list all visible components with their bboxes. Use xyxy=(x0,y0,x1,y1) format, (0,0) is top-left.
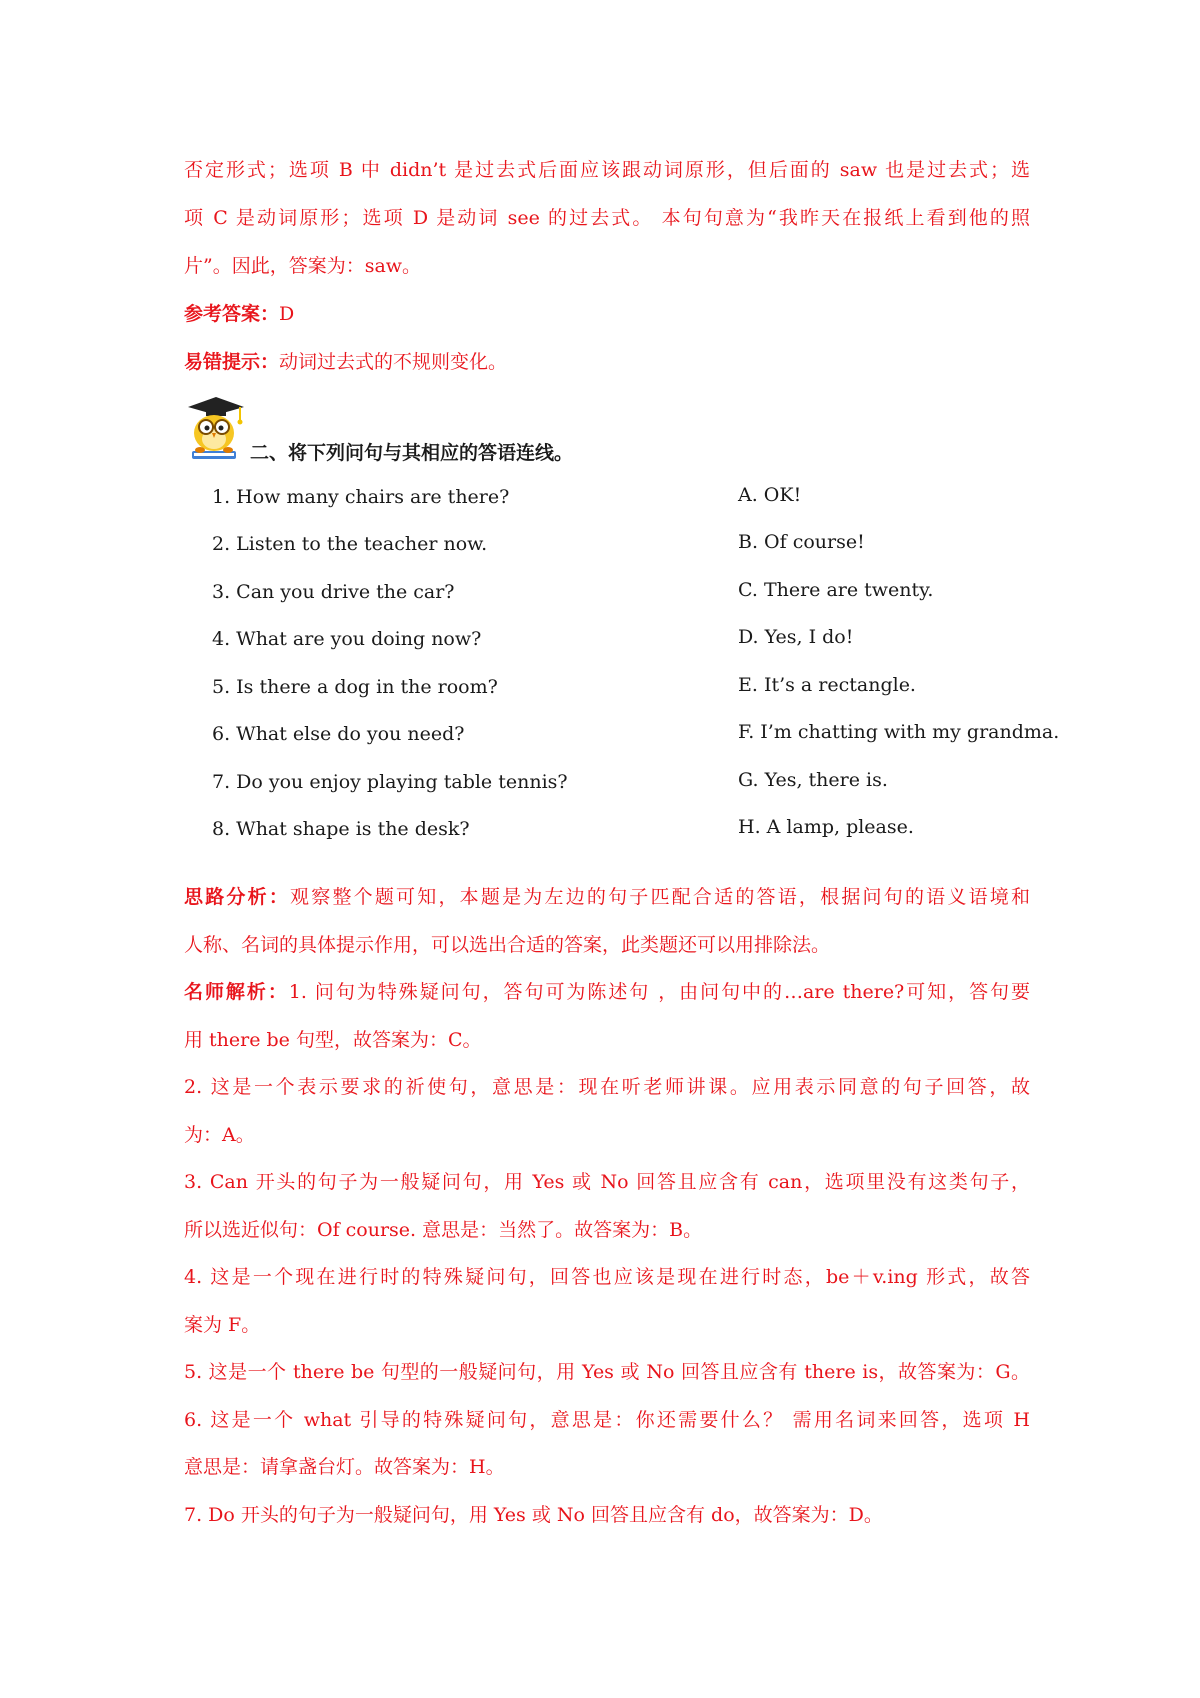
question-item: 7. Do you enjoy playing table tennis? xyxy=(212,771,568,793)
intro-line-1: 否定形式；选项 B 中 didn’t 是过去式后面应该跟动词原形，但后面的 saw 也是过去式；选 xyxy=(184,159,1030,181)
owl-graduate-icon xyxy=(182,393,246,463)
analysis-line-2: 人称、名词的具体提示作用，可以选出合适的答案，此类题还可以用排除法。 xyxy=(184,934,831,956)
analysis-label: 思路分析： xyxy=(184,886,291,908)
explanation-line-2a: 2. 这是一个表示要求的祈使句，意思是：现在听老师讲课。应用表示同意的句子回答，故 xyxy=(184,1076,1030,1098)
answer-option: G. Yes, there is. xyxy=(738,769,888,791)
error-tip-label: 易错提示： xyxy=(184,351,280,373)
intro-line-3: 片”。因此，答案为：saw。 xyxy=(184,255,422,277)
explanation-line-2b: 为：A。 xyxy=(184,1124,255,1146)
answer-option: D. Yes, I do! xyxy=(738,626,854,648)
explanation-line-6b: 意思是：请拿盏台灯。故答案为：H。 xyxy=(184,1456,505,1478)
answer-option: F. I’m chatting with my grandma. xyxy=(738,721,1060,743)
answer-option: B. Of course! xyxy=(738,531,865,553)
question-item: 2. Listen to the teacher now. xyxy=(212,533,488,555)
explanation-line-3a: 3. Can 开头的句子为一般疑问句，用 Yes 或 No 回答且应含有 can，选项里没有这类句子， xyxy=(184,1171,1030,1193)
explanation-line-3b: 所以选近似句：Of course. 意思是：当然了。故答案为：B。 xyxy=(184,1219,703,1241)
explanation-line-7: 7. Do 开头的句子为一般疑问句，用 Yes 或 No 回答且应含有 do，故答案为：D。 xyxy=(184,1504,883,1526)
question-item: 5. Is there a dog in the room? xyxy=(212,676,498,698)
answer-option: H. A lamp, please. xyxy=(738,816,914,838)
question-item: 1. How many chairs are there? xyxy=(212,486,510,508)
answer-option: A. OK! xyxy=(738,484,802,506)
section-heading: 二、将下列问句与其相应的答语连线。 xyxy=(250,442,574,464)
analysis-line-1 xyxy=(184,885,1030,909)
reference-answer xyxy=(184,302,1030,326)
explanation-label: 名师解析： xyxy=(184,981,289,1003)
reference-answer-value: D xyxy=(279,303,295,325)
reference-answer-label: 参考答案： xyxy=(184,303,280,325)
analysis-text-1: 观察整个题可知，本题是为左边的句子匹配合适的答语，根据问句的语义语境和 xyxy=(290,886,1030,908)
intro-line-2: 项 C 是动词原形；选项 D 是动词 see 的过去式。 本句句意为“我昨天在报纸上看到他的照 xyxy=(184,207,1030,229)
explanation-line-5: 5. 这是一个 there be 句型的一般疑问句，用 Yes 或 No 回答且应含有 there is，故答案为：G。 xyxy=(184,1361,1030,1383)
explanation-line-4b: 案为 F。 xyxy=(184,1314,261,1336)
explanation-line-4a: 4. 这是一个现在进行时的特殊疑问句，回答也应该是现在进行时态，be＋v.ing 形式，故答 xyxy=(184,1266,1030,1288)
error-tip xyxy=(184,350,1030,374)
answer-option: C. There are twenty. xyxy=(738,579,934,601)
answer-option: E. It’s a rectangle. xyxy=(738,674,916,696)
explanation-text-1a: 1. 问句为特殊疑问句，答句可为陈述句 ，由问句中的…are there?可知，答句要 xyxy=(288,981,1030,1003)
question-item: 8. What shape is the desk? xyxy=(212,818,470,840)
explanation-line-6a: 6. 这是一个 what 引导的特殊疑问句，意思是：你还需要什么？ 需用名词来回答，选项 H xyxy=(184,1409,1030,1431)
error-tip-value: 动词过去式的不规则变化。 xyxy=(279,351,508,373)
question-item: 6. What else do you need? xyxy=(212,723,465,745)
question-item: 4. What are you doing now? xyxy=(212,628,482,650)
explanation-line-1b: 用 there be 句型，故答案为：C。 xyxy=(184,1029,482,1051)
question-item: 3. Can you drive the car? xyxy=(212,581,455,603)
explanation-line-1a xyxy=(184,980,1030,1004)
